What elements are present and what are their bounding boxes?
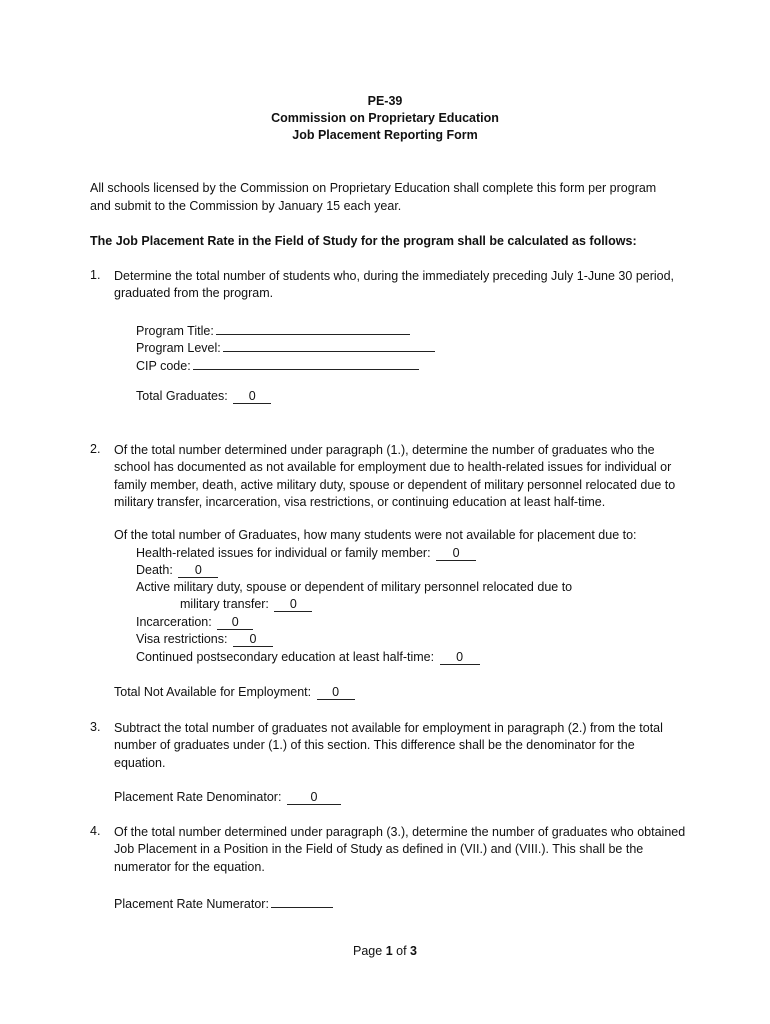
section-1-number: 1. — [90, 268, 101, 282]
military-row — [180, 597, 312, 612]
cip-code-label: CIP code: — [136, 359, 191, 373]
total-graduates-field[interactable]: 0 — [233, 389, 271, 404]
program-title-row — [136, 320, 410, 338]
numerator-label: Placement Rate Numerator: — [114, 897, 269, 911]
education-row — [136, 650, 480, 665]
commission-name: Commission on Proprietary Education — [271, 111, 499, 125]
page-total: 3 — [410, 944, 417, 958]
total-unavailable-label: Total Not Available for Employment: — [114, 685, 312, 699]
program-title-field[interactable] — [216, 320, 410, 335]
form-number: PE-39 — [367, 94, 403, 108]
visa-row — [136, 632, 273, 647]
health-field[interactable]: 0 — [436, 546, 476, 561]
section-2-text: Of the total number determined under paragraph (1.), determine the number of graduates who the school has documented as not available for employment due to health-related issues for individual or family member, death, active military duty, spouse or dependent of military personnel relocated due to military transfer, incarceration, visa restrictions, or continuing education at least half-time. — [114, 443, 676, 510]
program-title-label: Program Title: — [136, 324, 214, 338]
page-word: Page — [353, 944, 383, 958]
visa-label: Visa restrictions: — [136, 632, 228, 646]
calculation-heading: The Job Placement Rate in the Field of Study for the program shall be calculated as follows: — [90, 234, 637, 248]
numerator-field[interactable] — [271, 893, 333, 908]
total-unavailable-row — [114, 685, 355, 700]
section-4-number: 4. — [90, 824, 101, 838]
intro-line-2: and submit to the Commission by January 15 each year. — [90, 199, 402, 213]
education-field[interactable]: 0 — [440, 650, 480, 665]
death-row — [136, 563, 218, 578]
section-3-number: 3. — [90, 720, 101, 734]
incarceration-label: Incarceration: — [136, 615, 212, 629]
death-field[interactable]: 0 — [178, 563, 218, 578]
denominator-field[interactable]: 0 — [287, 790, 341, 805]
section-1-text: Determine the total number of students who, during the immediately preceding July 1-June 30 period, graduated from the program. — [114, 269, 675, 301]
form-title: Job Placement Reporting Form — [292, 128, 478, 142]
cip-code-field[interactable] — [193, 355, 419, 370]
total-unavailable-field[interactable]: 0 — [317, 685, 355, 700]
death-label: Death: — [136, 563, 173, 577]
page-indicator — [0, 944, 770, 958]
denominator-label: Placement Rate Denominator: — [114, 790, 282, 804]
total-graduates-row — [136, 389, 271, 404]
program-level-label: Program Level: — [136, 341, 221, 355]
health-row — [136, 546, 476, 561]
military-label-line-1: Active military duty, spouse or dependent of military personnel relocated due to — [136, 580, 573, 594]
program-level-row — [136, 337, 435, 355]
page-of: of — [396, 944, 407, 958]
unavailable-question: Of the total number of Graduates, how many students were not available for placement due to: — [114, 528, 637, 542]
numerator-row — [114, 893, 333, 911]
health-label: Health-related issues for individual or family member: — [136, 546, 431, 560]
section-3-text: Subtract the total number of graduates not available for employment in paragraph (2.) from the total number of graduates under (1.) of this section. This difference shall be the denominator for the equation. — [114, 721, 663, 770]
program-level-field[interactable] — [223, 337, 435, 352]
military-field[interactable]: 0 — [274, 597, 312, 612]
section-2-number: 2. — [90, 442, 101, 456]
denominator-row — [114, 790, 341, 805]
visa-field[interactable]: 0 — [233, 632, 273, 647]
military-label: military transfer: — [180, 597, 269, 611]
incarceration-field[interactable]: 0 — [217, 615, 253, 630]
total-graduates-label: Total Graduates: — [136, 389, 228, 403]
education-label: Continued postsecondary education at least half-time: — [136, 650, 435, 664]
incarceration-row — [136, 615, 253, 630]
intro-line-1: All schools licensed by the Commission on Proprietary Education shall complete this form per program — [90, 181, 657, 195]
page-current: 1 — [385, 944, 393, 958]
cip-code-row — [136, 355, 419, 373]
section-4-text: Of the total number determined under paragraph (3.), determine the number of graduates who obtained Job Placement in a Position in the Field of Study as defined in (VII.) and (VIII.). This shall be the numerator for the equation. — [114, 825, 686, 874]
